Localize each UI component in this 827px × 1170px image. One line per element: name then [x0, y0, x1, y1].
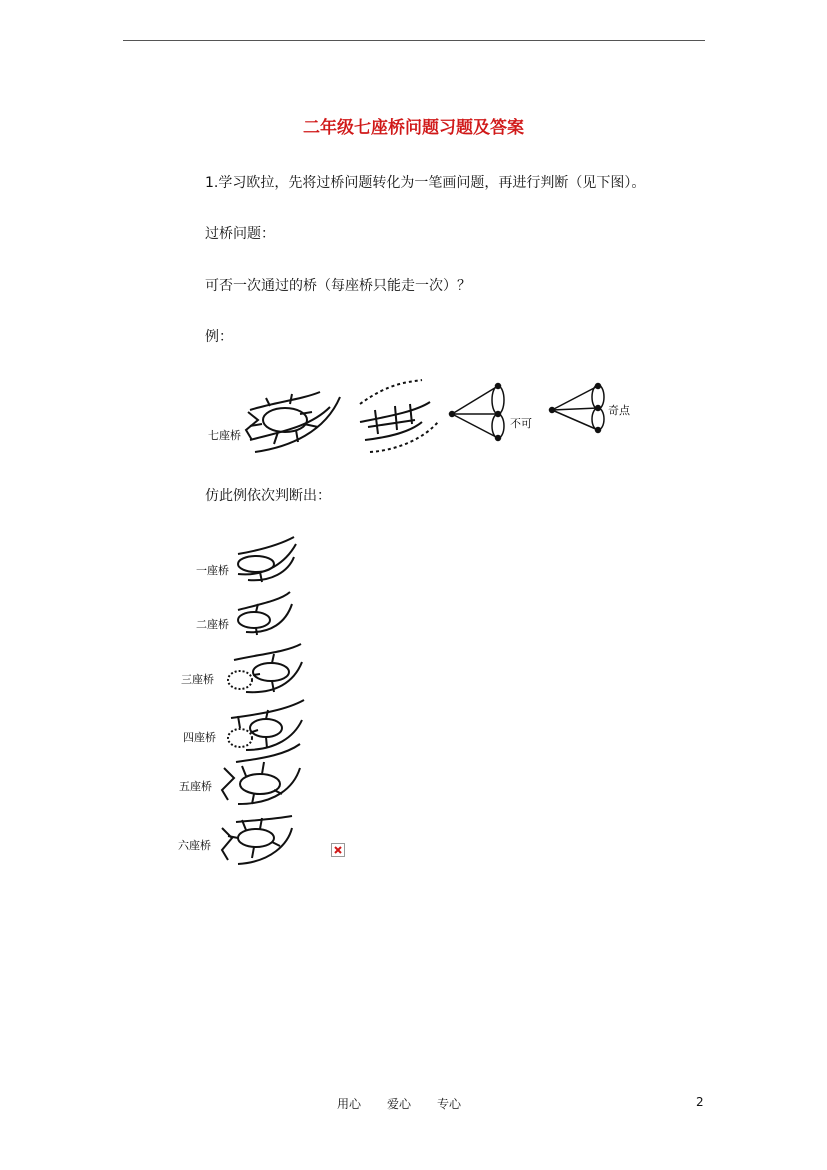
- question-paragraph: 可否一次通过的桥（每座桥只能走一次）？: [205, 278, 471, 294]
- dotted-bridges-map: [360, 380, 438, 452]
- exercise-label: 三座桥: [181, 673, 214, 686]
- exercise-label: 四座桥: [183, 731, 216, 744]
- imitate-paragraph: 仿此例依次判断出：: [205, 488, 331, 504]
- exercise-label: 五座桥: [179, 780, 212, 793]
- odd-point-label: 奇点: [608, 404, 630, 417]
- not-possible-label: 不可: [510, 417, 532, 430]
- graph-diagram-1: [450, 384, 505, 441]
- exercise-five-bridges: [179, 744, 300, 804]
- exercise-label: 六座桥: [178, 839, 211, 852]
- exercise-three-bridges: [181, 644, 302, 692]
- exercise-one-bridge: [196, 537, 296, 582]
- page-number: 2: [696, 1095, 704, 1109]
- seven-bridges-label: 七座桥: [208, 429, 241, 442]
- footer-motto-3: 专心: [437, 1097, 462, 1111]
- exercise-six-bridges: [178, 816, 292, 864]
- exercises-figure: [176, 532, 356, 872]
- exercise-two-bridges: [196, 592, 292, 635]
- bridge-problem-heading: 过桥问题：: [205, 226, 275, 242]
- exercise-four-bridges: [183, 700, 304, 750]
- broken-image-icon: [331, 843, 345, 857]
- graph-diagram-2: [550, 384, 605, 433]
- exercise-label: 一座桥: [196, 564, 229, 577]
- example-label: 例：: [205, 329, 233, 345]
- exercise-label: 二座桥: [196, 618, 229, 631]
- page-title: 二年级七座桥问题习题及答案: [303, 118, 524, 138]
- seven-bridges-map: [246, 392, 340, 452]
- footer-motto-1: 用心: [337, 1097, 362, 1111]
- example-figure: [200, 372, 650, 462]
- intro-paragraph: 1.学习欧拉，先将过桥问题转化为一笔画问题，再进行判断（见下图）。: [205, 175, 646, 191]
- footer-motto-2: 爱心: [387, 1097, 412, 1111]
- header-rule: [123, 40, 705, 41]
